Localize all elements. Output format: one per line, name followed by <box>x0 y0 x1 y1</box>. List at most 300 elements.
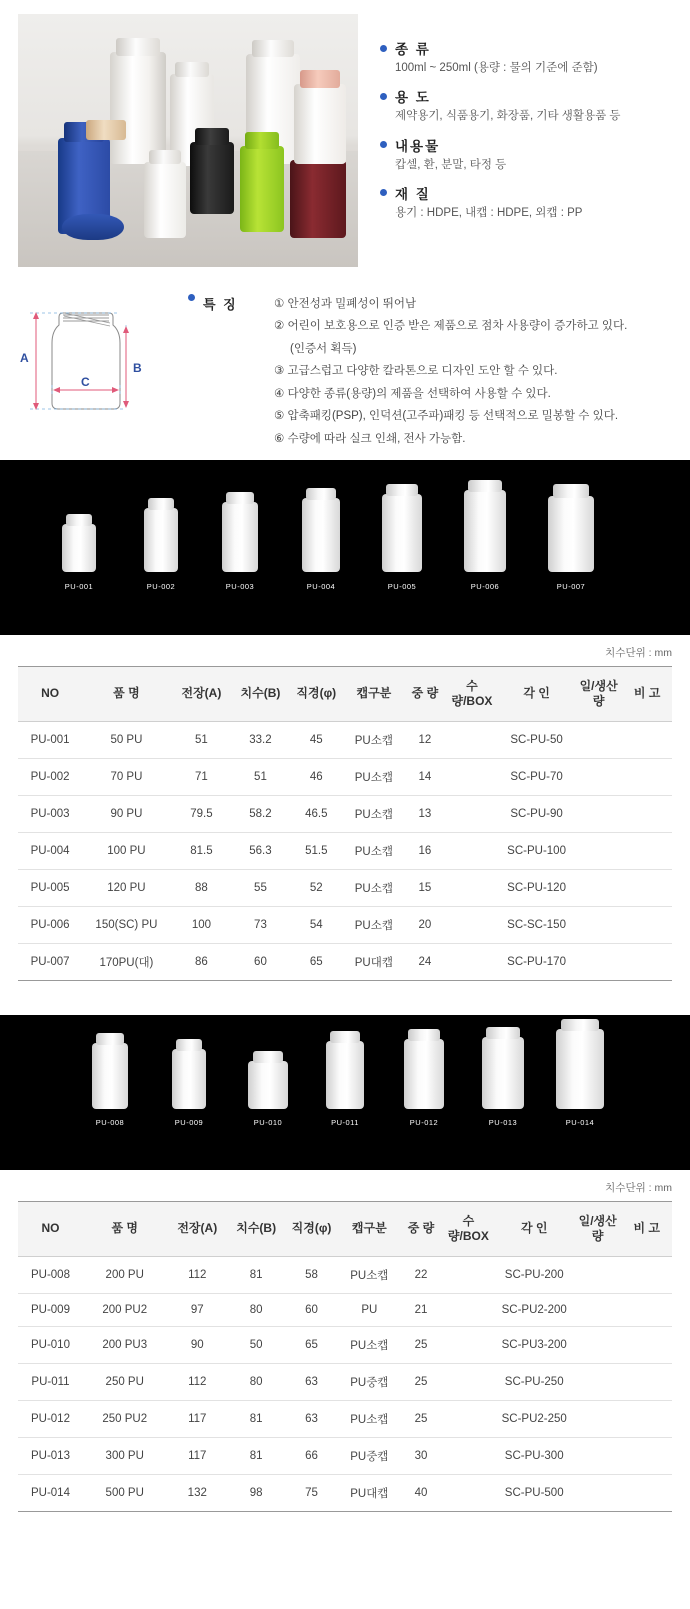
cell-remark <box>622 1293 672 1326</box>
cell-name: 500 PU <box>83 1474 166 1511</box>
table-row <box>18 795 672 832</box>
product-photo <box>18 14 358 267</box>
lineup1-label-5: PU-005 <box>387 581 417 591</box>
cell-b: 73 <box>232 906 289 943</box>
cell-eng: SC-SC-150 <box>498 906 575 943</box>
table-row <box>18 1400 672 1437</box>
cell-cap: PU소캡 <box>344 869 404 906</box>
th-daily-output: 일/생산량 <box>575 666 622 721</box>
th-length-a: 전장(A) <box>171 666 232 721</box>
cell-day <box>575 832 622 869</box>
dimension-diagram <box>14 285 174 440</box>
cell-name: 250 PU <box>83 1363 166 1400</box>
cell-b: 81 <box>228 1256 284 1293</box>
bottle-black <box>190 142 234 214</box>
spec-table-1 <box>18 666 672 981</box>
table-row <box>18 758 672 795</box>
cell-cap: PU소캡 <box>344 906 404 943</box>
cell-eng: SC-PU-170 <box>498 943 575 980</box>
th-weight: 중 량 <box>404 666 446 721</box>
cap-beige <box>86 120 126 140</box>
cap-white-small <box>149 150 181 164</box>
lineup2-bottle-6 <box>482 1037 524 1109</box>
cell-box <box>446 832 498 869</box>
product-lineup-image-2 <box>0 1015 690 1170</box>
feature-item-1: ① 안전성과 밀폐성이 뛰어남 <box>274 298 417 310</box>
hero-item-0 <box>380 38 621 77</box>
cell-day <box>574 1400 622 1437</box>
cell-name: 200 PU2 <box>83 1293 166 1326</box>
feature-item-5: ⑤ 압축패킹(PSP), 인덕션(고주파)패킹 등 선택적으로 밀봉할 수 있다. <box>274 410 619 423</box>
th-diameter: 직경(φ) <box>289 666 344 721</box>
cell-a: 88 <box>171 869 232 906</box>
table-row <box>18 906 672 943</box>
cell-cap: PU소캡 <box>339 1256 400 1293</box>
cell-eng: SC-PU2-250 <box>495 1400 574 1437</box>
cell-no: PU-007 <box>18 943 82 980</box>
page-footer-space <box>0 1512 690 1552</box>
cell-d: 65 <box>284 1326 339 1363</box>
unit-note-2: 치수단위 : mm <box>605 1181 672 1194</box>
cell-remark <box>622 1256 672 1293</box>
lineup1-label-7: PU-007 <box>556 581 586 591</box>
hero-item-2 <box>380 135 621 174</box>
cell-day <box>574 1293 622 1326</box>
cell-eng: SC-PU-120 <box>498 869 575 906</box>
lineup1-cap-4 <box>306 488 336 500</box>
hero-item-desc-2: 캅셀, 환, 분말, 타정 등 <box>395 158 507 171</box>
lineup2-label-4: PU-011 <box>331 1117 359 1127</box>
cell-name: 90 PU <box>82 795 171 832</box>
cell-weight: 25 <box>400 1363 442 1400</box>
cell-d: 63 <box>284 1400 339 1437</box>
cell-weight: 40 <box>400 1474 442 1511</box>
cell-d: 58 <box>284 1256 339 1293</box>
th-no: NO <box>18 1201 83 1256</box>
cell-name: 200 PU3 <box>83 1326 166 1363</box>
cell-remark <box>622 943 672 980</box>
th-qty-box: 수량/BOX <box>442 1201 494 1256</box>
cell-weight: 20 <box>404 906 446 943</box>
cell-box <box>442 1326 494 1363</box>
cell-name: 200 PU <box>83 1256 166 1293</box>
hero-item-desc-1: 제약용기, 식품용기, 화장품, 기타 생활용품 등 <box>395 110 621 123</box>
cell-d: 45 <box>289 721 344 758</box>
table2-header-row <box>18 1201 672 1256</box>
th-engraving: 각 인 <box>498 666 575 721</box>
bottle-white-tall <box>110 52 166 164</box>
lineup1-label-2: PU-002 <box>146 581 176 591</box>
features-section <box>0 267 690 460</box>
table1-body <box>18 721 672 980</box>
cell-a: 51 <box>171 721 232 758</box>
bottle-pink <box>294 84 346 164</box>
cell-eng: SC-PU3-200 <box>495 1326 574 1363</box>
cell-cap: PU소캡 <box>344 758 404 795</box>
cell-remark <box>622 1400 672 1437</box>
cell-no: PU-006 <box>18 906 82 943</box>
cell-no: PU-003 <box>18 795 82 832</box>
cell-eng: SC-PU-500 <box>495 1474 574 1511</box>
cell-cap: PU대캡 <box>344 943 404 980</box>
cell-remark <box>622 758 672 795</box>
lineup1-cap-1 <box>66 514 92 526</box>
lineup1-bottle-4 <box>302 498 340 572</box>
cell-d: 65 <box>289 943 344 980</box>
th-remarks: 비 고 <box>622 1201 672 1256</box>
lineup1-cap-3 <box>226 492 254 504</box>
cell-name: 120 PU <box>82 869 171 906</box>
features-heading-text: 특 징 <box>203 297 238 312</box>
bullet-dot-icon <box>380 189 387 196</box>
cell-cap: PU소캡 <box>339 1326 400 1363</box>
cell-box <box>446 906 498 943</box>
diagram-label-c: C <box>81 375 90 389</box>
cell-b: 81 <box>228 1437 284 1474</box>
cell-a: 112 <box>166 1256 228 1293</box>
cell-cap: PU소캡 <box>339 1400 400 1437</box>
cell-d: 46 <box>289 758 344 795</box>
cell-weight: 12 <box>404 721 446 758</box>
cell-remark <box>622 1474 672 1511</box>
cell-day <box>574 1474 622 1511</box>
cell-remark <box>622 869 672 906</box>
cell-cap: PU중캡 <box>339 1437 400 1474</box>
cell-a: 100 <box>171 906 232 943</box>
lineup1-label-6: PU-006 <box>470 581 500 591</box>
hero-item-desc-3: 용기 : HDPE, 내캡 : HDPE, 외캡 : PP <box>395 206 583 219</box>
lineup2-label-6: PU-013 <box>488 1117 518 1127</box>
lineup2-label-5: PU-012 <box>409 1117 439 1127</box>
table-row <box>18 1326 672 1363</box>
cell-remark <box>622 1437 672 1474</box>
hero-item-desc-0: 100ml ~ 250ml (용량 : 물의 기준에 준함) <box>395 62 598 74</box>
bullet-dot-icon <box>188 294 195 301</box>
features-heading <box>188 293 274 450</box>
cell-box <box>442 1400 494 1437</box>
features-list <box>274 293 627 450</box>
lineup1-bottle-3 <box>222 502 258 572</box>
bullet-dot-icon <box>380 93 387 100</box>
th-remarks: 비 고 <box>622 666 672 721</box>
cell-day <box>574 1326 622 1363</box>
th-length-a: 전장(A) <box>166 1201 228 1256</box>
cell-no: PU-008 <box>18 1256 83 1293</box>
th-size-b: 치수(B) <box>232 666 289 721</box>
cell-weight: 24 <box>404 943 446 980</box>
lineup1-bottle-2 <box>144 508 178 572</box>
hero-title-text-0: 종 류 <box>395 42 431 57</box>
hero-item-title-2 <box>380 135 621 155</box>
unit-note-1: 치수단위 : mm <box>605 646 672 659</box>
cell-b: 80 <box>228 1293 284 1326</box>
lineup2-bottle-1 <box>92 1043 128 1109</box>
cell-a: 81.5 <box>171 832 232 869</box>
lineup1-bottle-6 <box>464 490 506 572</box>
cell-b: 51 <box>232 758 289 795</box>
cell-no: PU-013 <box>18 1437 83 1474</box>
cell-no: PU-011 <box>18 1363 83 1400</box>
cell-a: 117 <box>166 1400 228 1437</box>
cap-white-tall <box>116 38 160 56</box>
cell-d: 66 <box>284 1437 339 1474</box>
cell-a: 132 <box>166 1474 228 1511</box>
table-row <box>18 832 672 869</box>
th-cap-type: 캡구분 <box>339 1201 400 1256</box>
feature-item-2-sub: (인증서 획득) <box>290 342 357 355</box>
cell-eng: SC-PU-200 <box>495 1256 574 1293</box>
cell-name: 250 PU2 <box>83 1400 166 1437</box>
lineup2-cap-5 <box>408 1029 440 1041</box>
cell-weight: 22 <box>400 1256 442 1293</box>
cell-a: 86 <box>171 943 232 980</box>
cell-no: PU-004 <box>18 832 82 869</box>
cell-day <box>574 1437 622 1474</box>
hero-spec-list <box>380 14 621 267</box>
th-engraving: 각 인 <box>495 1201 574 1256</box>
lineup2-bottle-3 <box>248 1061 288 1109</box>
cell-b: 55 <box>232 869 289 906</box>
cap-black <box>195 128 229 145</box>
th-weight: 중 량 <box>400 1201 442 1256</box>
cell-cap: PU대캡 <box>339 1474 400 1511</box>
feature-item-4: ④ 다양한 종류(용량)의 제품을 선택하여 사용할 수 있다. <box>274 387 551 400</box>
product-lineup-image-1 <box>0 460 690 635</box>
lineup2-label-2: PU-009 <box>174 1117 204 1127</box>
hero-section <box>0 0 690 267</box>
cell-d: 54 <box>289 906 344 943</box>
cell-b: 80 <box>228 1363 284 1400</box>
cell-d: 46.5 <box>289 795 344 832</box>
cell-weight: 21 <box>400 1293 442 1326</box>
hero-item-3 <box>380 183 621 222</box>
lineup2-cap-7 <box>561 1019 599 1031</box>
diagram-label-a: A <box>20 351 29 365</box>
lineup1-label-1: PU-001 <box>64 581 94 591</box>
cell-box <box>446 943 498 980</box>
lineup2-label-1: PU-008 <box>95 1117 125 1127</box>
cell-a: 90 <box>166 1326 228 1363</box>
cell-d: 52 <box>289 869 344 906</box>
cell-box <box>442 1437 494 1474</box>
bullet-dot-icon <box>380 141 387 148</box>
dimension-diagram-svg <box>14 285 174 440</box>
lineup1-cap-6 <box>468 480 502 492</box>
cell-b: 98 <box>228 1474 284 1511</box>
table2-body <box>18 1256 672 1511</box>
lineup2-cap-6 <box>486 1027 520 1039</box>
lineup2-bottle-4 <box>326 1041 364 1109</box>
lineup2-cap-2 <box>176 1039 202 1051</box>
lineup1-label-4: PU-004 <box>306 581 336 591</box>
lineup1-bottle-5 <box>382 494 422 572</box>
cell-box <box>442 1474 494 1511</box>
cell-b: 81 <box>228 1400 284 1437</box>
cell-a: 71 <box>171 758 232 795</box>
cap-green <box>245 132 279 149</box>
cell-day <box>575 758 622 795</box>
cell-d: 51.5 <box>289 832 344 869</box>
cell-d: 60 <box>284 1293 339 1326</box>
cell-b: 56.3 <box>232 832 289 869</box>
cell-box <box>442 1363 494 1400</box>
cell-eng: SC-PU-70 <box>498 758 575 795</box>
table-row <box>18 1293 672 1326</box>
feature-item-3: ③ 고급스럽고 다양한 칼라톤으로 디자인 도안 할 수 있다. <box>274 365 558 378</box>
feature-item-2: ② 어린이 보호용으로 인증 받은 제품으로 점차 사용량이 증가하고 있다. <box>274 320 628 333</box>
table-row <box>18 721 672 758</box>
cell-day <box>575 906 622 943</box>
cell-box <box>442 1293 494 1326</box>
lineup1-bottle-7 <box>548 496 594 572</box>
cell-d: 75 <box>284 1474 339 1511</box>
cell-weight: 25 <box>400 1326 442 1363</box>
table1-header-row <box>18 666 672 721</box>
cell-no: PU-001 <box>18 721 82 758</box>
lineup2-bottle-2 <box>172 1049 206 1109</box>
hero-title-text-1: 용 도 <box>395 90 431 106</box>
lineup2-bottle-5 <box>404 1039 444 1109</box>
th-daily-output: 일/생산량 <box>574 1201 622 1256</box>
cell-box <box>446 721 498 758</box>
cell-name: 50 PU <box>82 721 171 758</box>
th-no: NO <box>18 666 82 721</box>
cell-cap: PU소캡 <box>344 832 404 869</box>
lineup2-bottle-7 <box>556 1029 604 1109</box>
cell-d: 63 <box>284 1363 339 1400</box>
cell-eng: SC-PU-300 <box>495 1437 574 1474</box>
cell-remark <box>622 721 672 758</box>
th-size-b: 치수(B) <box>228 1201 284 1256</box>
spec-table-2 <box>18 1201 672 1512</box>
bottle-green <box>240 146 284 232</box>
cell-box <box>446 869 498 906</box>
lineup2-label-7: PU-014 <box>565 1117 595 1127</box>
cell-cap: PU소캡 <box>344 721 404 758</box>
cell-eng: SC-PU-90 <box>498 795 575 832</box>
cell-eng: SC-PU2-200 <box>495 1293 574 1326</box>
cell-weight: 30 <box>400 1437 442 1474</box>
cell-no: PU-005 <box>18 869 82 906</box>
feature-item-6: ⑥ 수량에 따라 실크 인쇄, 전사 가능함. <box>274 432 466 445</box>
cell-weight: 13 <box>404 795 446 832</box>
cap-white-mid <box>175 62 209 77</box>
cell-a: 112 <box>166 1363 228 1400</box>
cell-cap: PU소캡 <box>344 795 404 832</box>
th-name: 품 명 <box>82 666 171 721</box>
cell-a: 79.5 <box>171 795 232 832</box>
table-row <box>18 869 672 906</box>
features-text-block <box>188 285 627 450</box>
lineup2-cap-1 <box>96 1033 124 1045</box>
cell-b: 60 <box>232 943 289 980</box>
cell-b: 50 <box>228 1326 284 1363</box>
lineup2-cap-3 <box>253 1051 283 1063</box>
lineup1-label-3: PU-003 <box>225 581 255 591</box>
cell-cap: PU <box>339 1293 400 1326</box>
table-row <box>18 943 672 980</box>
cell-eng: SC-PU-50 <box>498 721 575 758</box>
cap-blue-loose <box>62 214 124 240</box>
cell-box <box>446 758 498 795</box>
cell-name: 100 PU <box>82 832 171 869</box>
table-row <box>18 1474 672 1511</box>
cell-weight: 16 <box>404 832 446 869</box>
table-row <box>18 1363 672 1400</box>
th-name: 품 명 <box>83 1201 166 1256</box>
lineup1-bottle-1 <box>62 524 96 572</box>
cell-name: 300 PU <box>83 1437 166 1474</box>
hero-item-title-0 <box>380 38 621 58</box>
cell-remark <box>622 795 672 832</box>
cell-weight: 25 <box>400 1400 442 1437</box>
hero-title-text-2: 내용물 <box>395 138 441 154</box>
cell-day <box>575 795 622 832</box>
hero-item-1 <box>380 86 621 125</box>
cell-name: 150(SC) PU <box>82 906 171 943</box>
section-gap <box>0 981 690 1015</box>
cell-day <box>575 943 622 980</box>
lineup2-cap-4 <box>330 1031 360 1043</box>
hero-title-text-3: 재 질 <box>395 186 431 202</box>
cell-day <box>575 721 622 758</box>
cell-eng: SC-PU-100 <box>498 832 575 869</box>
cell-eng: SC-PU-250 <box>495 1363 574 1400</box>
cell-no: PU-010 <box>18 1326 83 1363</box>
cell-remark <box>622 906 672 943</box>
cell-remark <box>622 832 672 869</box>
lineup1-cap-2 <box>148 498 174 510</box>
cell-a: 117 <box>166 1437 228 1474</box>
table-row <box>18 1437 672 1474</box>
cell-weight: 14 <box>404 758 446 795</box>
cell-b: 58.2 <box>232 795 289 832</box>
diagram-label-b: B <box>133 361 142 375</box>
lineup1-cap-5 <box>386 484 418 496</box>
cell-box <box>446 795 498 832</box>
cell-remark <box>622 1326 672 1363</box>
cap-pink <box>300 70 340 88</box>
cap-white-right <box>252 40 294 57</box>
cell-day <box>575 869 622 906</box>
cell-a: 97 <box>166 1293 228 1326</box>
bottle-white-small <box>144 162 186 238</box>
lineup2-label-3: PU-010 <box>253 1117 283 1127</box>
hero-item-title-1 <box>380 86 621 106</box>
cell-box <box>442 1256 494 1293</box>
lineup1-cap-7 <box>553 484 589 498</box>
cell-day <box>574 1256 622 1293</box>
cell-weight: 15 <box>404 869 446 906</box>
table-row <box>18 1256 672 1293</box>
bullet-dot-icon <box>380 45 387 52</box>
th-diameter: 직경(φ) <box>284 1201 339 1256</box>
th-qty-box: 수량/BOX <box>446 666 498 721</box>
cell-name: 70 PU <box>82 758 171 795</box>
th-cap-type: 캡구분 <box>344 666 404 721</box>
cell-b: 33.2 <box>232 721 289 758</box>
bottle-maroon <box>290 160 346 238</box>
cell-no: PU-012 <box>18 1400 83 1437</box>
cell-remark <box>622 1363 672 1400</box>
cell-no: PU-009 <box>18 1293 83 1326</box>
cell-cap: PU중캡 <box>339 1363 400 1400</box>
cell-name: 170PU(대) <box>82 943 171 980</box>
cell-no: PU-002 <box>18 758 82 795</box>
cell-no: PU-014 <box>18 1474 83 1511</box>
cell-day <box>574 1363 622 1400</box>
hero-item-title-3 <box>380 183 621 203</box>
